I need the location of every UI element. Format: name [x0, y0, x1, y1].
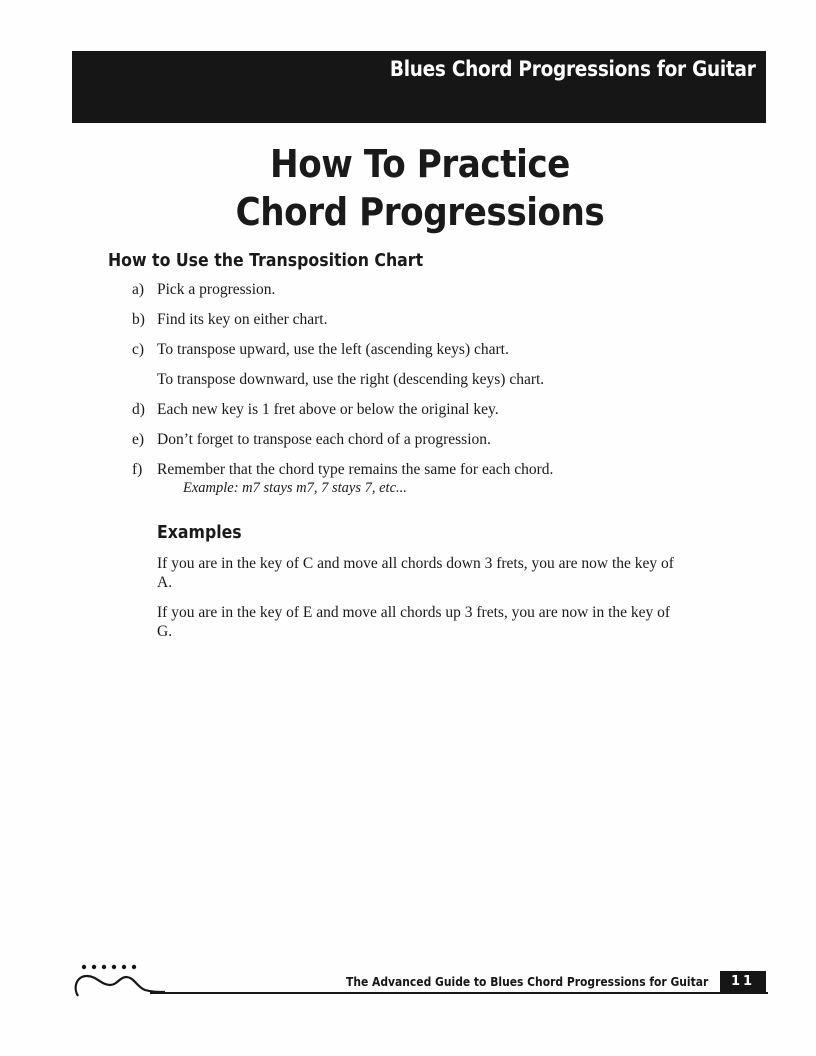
examples-heading: Examples [157, 523, 242, 543]
example-paragraph: If you are in the key of E and move all chords up 3 frets, you are now in the key of G. [157, 604, 671, 640]
step-item [132, 430, 692, 460]
step-marker: b) [132, 311, 145, 328]
step-marker: a) [132, 281, 145, 298]
header-bar [72, 51, 766, 123]
step-item [132, 370, 692, 400]
step-item [132, 280, 692, 310]
step-marker: d) [132, 401, 145, 418]
example-paragraph: If you are in the key of C and move all chords down 3 frets, you are now the key of A. [157, 555, 674, 591]
footer-rule [150, 992, 768, 994]
example-note: Example: m7 stays m7, 7 stays 7, etc... [183, 480, 407, 496]
header-title: Blues Chord Progressions for Guitar [390, 57, 756, 81]
step-marker: e) [132, 431, 145, 448]
step-item [132, 400, 692, 430]
page-title-line-1: How To Practice [270, 142, 570, 186]
step-text: To transpose downward, use the right (descending keys) chart. [157, 371, 545, 388]
step-text: Find its key on either chart. [157, 311, 328, 328]
step-text: Don’t forget to transpose each chord of a progression. [157, 431, 491, 448]
footer-book-title: The Advanced Guide to Blues Chord Progressions for Guitar [345, 974, 708, 989]
steps-list [132, 280, 692, 490]
page-number: 11 [720, 971, 766, 992]
page-title-line-2: Chord Progressions [235, 190, 605, 234]
step-marker: c) [132, 341, 145, 358]
step-item [132, 310, 692, 340]
step-text: Each new key is 1 fret above or below the original key. [157, 401, 499, 418]
step-text: Remember that the chord type remains the same for each chord. [157, 461, 554, 478]
step-marker: f) [132, 461, 143, 478]
step-text: To transpose upward, use the left (ascending keys) chart. [157, 341, 509, 358]
section-heading: How to Use the Transposition Chart [108, 251, 424, 271]
step-item [132, 340, 692, 370]
step-text: Pick a progression. [157, 281, 276, 298]
page-title [0, 140, 816, 236]
